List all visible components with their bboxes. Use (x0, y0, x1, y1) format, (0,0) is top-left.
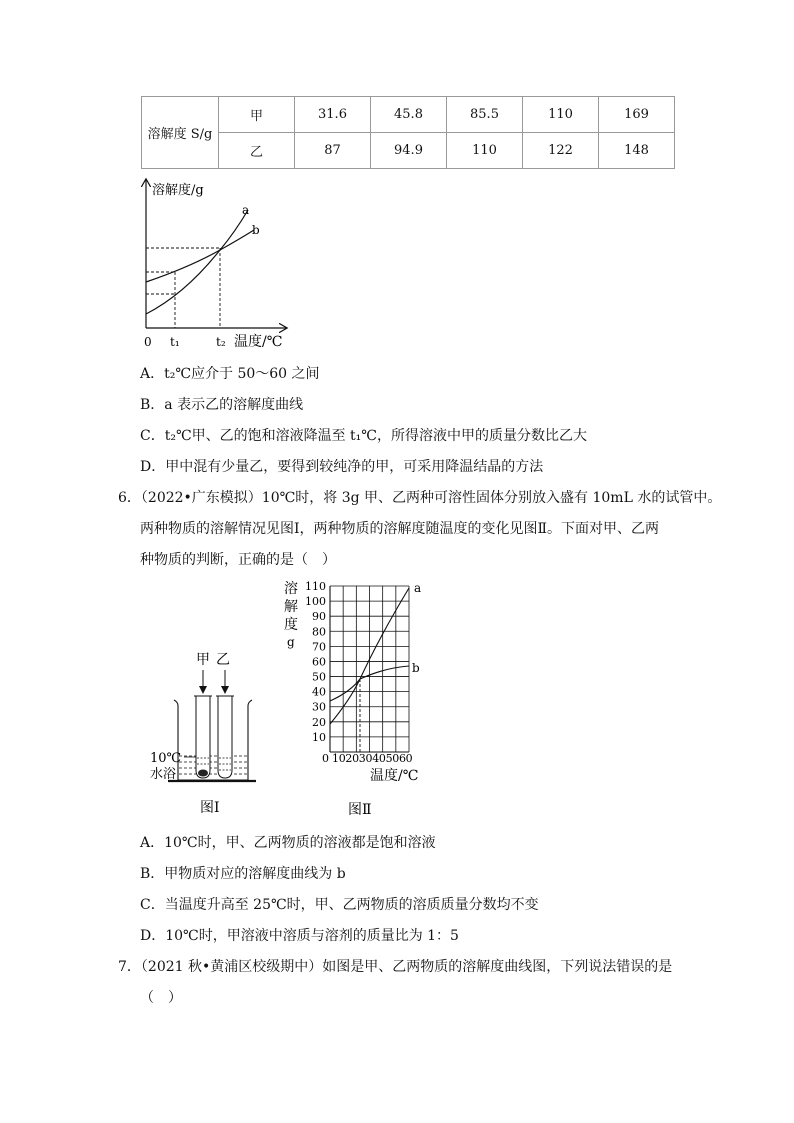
ylabel-char: g (287, 635, 295, 649)
y-tick-label: 90 (312, 610, 326, 624)
q6-option-b: B．甲物质对应的溶解度曲线为 b (140, 866, 346, 882)
graph2-xticks: 102030405060 (332, 752, 413, 765)
figure-2-graph (278, 578, 422, 822)
table-cell: 31.6 (295, 97, 371, 133)
q5-option-b: B．a 表示乙的溶解度曲线 (140, 397, 304, 413)
figure-1-caption: 图Ⅰ (200, 800, 220, 816)
table-row (142, 133, 675, 169)
graph1-label-a: a (242, 203, 250, 217)
table-row (142, 97, 675, 133)
graph1-t1: t₁ (170, 335, 180, 349)
table-cell: 94.9 (371, 133, 447, 169)
q6-stem-line3: 种物质的判断，正确的是（ ） (140, 552, 336, 568)
q7-stem-line1: 7．（2021 秋•黄浦区校级期中）如图是甲、乙两物质的溶解度曲线图，下列说法错误的是 (118, 959, 673, 975)
y-ticks (305, 580, 326, 744)
figure-1-beaker (150, 646, 270, 821)
table-cell: 甲 (219, 97, 295, 133)
table-cell: 122 (523, 133, 599, 169)
q6-stem-line1: 6．（2022•广东模拟）10℃时，将 3g 甲、乙两种可溶性固体分别放入盛有 10mL 水的试管中。 (118, 490, 722, 506)
y-tick-label: 10 (312, 730, 326, 744)
q6-option-a: A．10℃时，甲、乙两物质的溶液都是饱和溶液 (140, 835, 436, 851)
y-tick-label: 60 (312, 655, 326, 669)
solubility-graph-1 (130, 172, 310, 352)
y-tick-label: 70 (312, 640, 326, 654)
graph2-label-b: b (412, 661, 420, 675)
q6-stem-line2: 两种物质的溶解情况见图Ⅰ，两种物质的溶解度随温度的变化见图Ⅱ。下面对甲、乙两 (140, 521, 660, 537)
y-tick-label: 100 (305, 595, 326, 609)
graph-grid (330, 586, 409, 752)
table-cell: 169 (599, 97, 675, 133)
figure-2-caption: 图Ⅱ (348, 802, 372, 818)
q7-stem-line2: （ ） (140, 990, 182, 1006)
curve-b (146, 230, 254, 282)
graph2-xlabel: 温度/℃ (370, 768, 419, 784)
table-row-header: 溶解度 S/g (142, 97, 219, 169)
q6-option-d: D．10℃时，甲溶液中溶质与溶剂的质量比为 1：5 (140, 928, 459, 944)
label-jia: 甲 (196, 652, 210, 668)
y-tick-label: 20 (312, 715, 326, 729)
table-cell: 110 (523, 97, 599, 133)
table-cell: 148 (599, 133, 675, 169)
q6-option-c: C．当温度升高至 25℃时，甲、乙两物质的溶质质量分数均不变 (140, 897, 539, 913)
label-water-bath: 水浴 (150, 767, 177, 782)
graph1-label-b: b (252, 223, 260, 237)
graph2-label-a: a (414, 581, 422, 595)
solubility-table (141, 96, 675, 169)
table-cell: 87 (295, 133, 371, 169)
label-10c: 10℃ (150, 751, 182, 766)
table-cell: 45.8 (371, 97, 447, 133)
y-tick-label: 50 (312, 670, 326, 684)
y-tick-label: 110 (305, 580, 326, 593)
y-tick-label: 30 (312, 700, 326, 714)
table-cell: 乙 (219, 133, 295, 169)
graph1-t2: t₂ (216, 335, 226, 349)
ylabel-char: 度 (284, 617, 298, 633)
table-cell: 110 (447, 133, 523, 169)
ylabel-char: 溶 (284, 581, 298, 597)
graph1-origin: 0 (144, 335, 152, 349)
q5-option-a: A．t₂℃应介于 50～60 之间 (140, 366, 320, 382)
graph2-origin: 0 (322, 752, 329, 765)
y-tick-label: 40 (312, 685, 326, 699)
label-yi: 乙 (216, 652, 230, 668)
q5-option-c: C．t₂℃甲、乙的饱和溶液降温至 t₁℃，所得溶液中甲的质量分数比乙大 (140, 428, 587, 444)
graph1-ylabel: 溶解度/g (152, 183, 204, 198)
q5-option-d: D．甲中混有少量乙，要得到较纯净的甲，可采用降温结晶的方法 (140, 459, 544, 475)
table-cell: 85.5 (447, 97, 523, 133)
graph1-xlabel: 温度/℃ (234, 334, 283, 350)
y-tick-label: 80 (312, 625, 326, 639)
ylabel-char: 解 (284, 599, 298, 615)
